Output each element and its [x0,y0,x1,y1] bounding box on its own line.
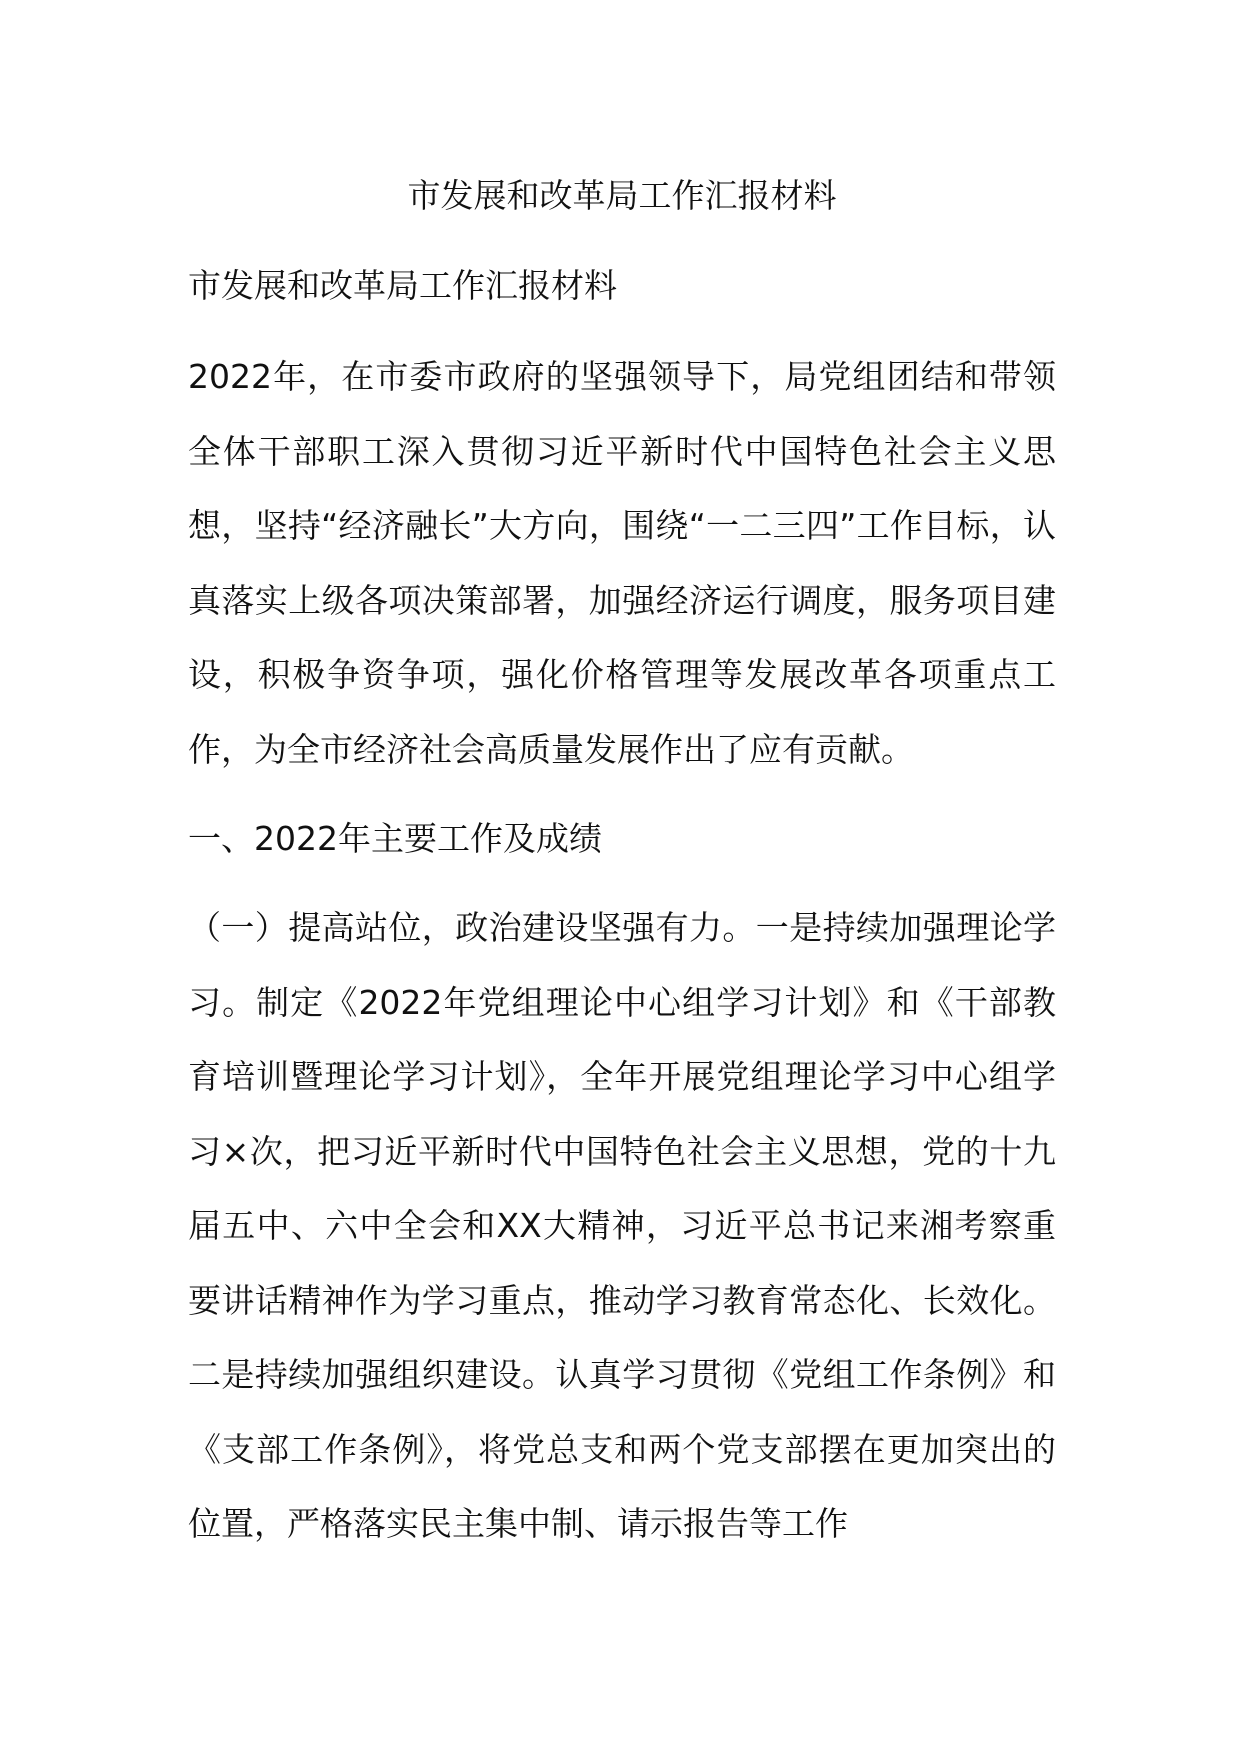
section-heading: 一、2022年主要工作及成绩 [188,819,602,858]
section-paragraph: （一）提高站位，政治建设坚强有力。一是持续加强理论学习。制定《2022年党组理论中心组学习计划》和《干部教育培训暨理论学习计划》，全年开展党组理论学习中心组学习×次，把习近平新时代中国特色社会主义思想，党的十九届五中、六中全会和XX大精神，习近平总书记来湘考察重要讲话精神作为学习重点，推动学习教育常态化、长效化。二是持续加强组织建设。认真学习贯彻《党组工作条例》和《支部工作条例》，将党总支和两个党支部摆在更加突出的位置，严格落实民主集中制、请示报告等工作 [188,908,1056,1543]
document-title: 市发展和改革局工作汇报材料 [407,176,837,215]
intro-paragraph: 2022年，在市委市政府的坚强领导下，局党组团结和带领全体干部职工深入贯彻习近平新时代中国特色社会主义思想，坚持“经济融长”大方向，围绕“一二三四”工作目标，认真落实上级各项决策部署，加强经济运行调度，服务项目建设，积极争资争项，强化价格管理等发展改革各项重点工作，为全市经济社会高质量发展作出了应有贡献。 [188,357,1056,769]
document-body [188,164,1056,1562]
document-subtitle: 市发展和改革局工作汇报材料 [188,266,617,305]
